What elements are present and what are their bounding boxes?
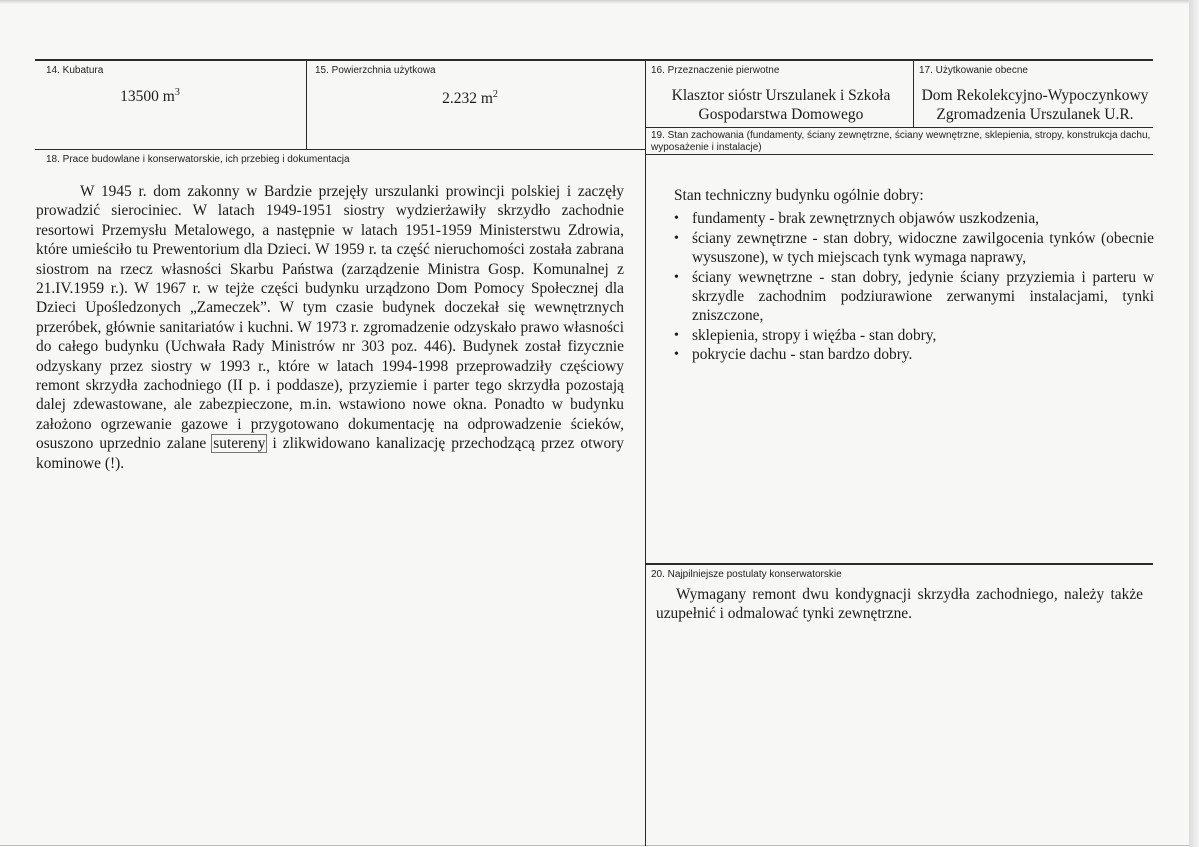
field-19-intro: Stan techniczny budynku ogólnie dobry: bbox=[674, 187, 924, 204]
page-top-edge bbox=[0, 0, 1199, 4]
top-rule bbox=[35, 59, 1153, 61]
field-14-label: 14. Kubatura bbox=[46, 65, 104, 76]
list-item: • fundamenty - brak zewnętrznych objawów uszkodzenia, bbox=[692, 209, 1154, 228]
field-15-exponent: 2 bbox=[492, 88, 498, 100]
field-16-label: 16. Przeznaczenie pierwotne bbox=[651, 65, 780, 76]
field-17-line2: Zgromadzenia Urszulanek U.R. bbox=[936, 106, 1134, 123]
rule-18-top bbox=[35, 149, 645, 150]
field-20-label: 20. Najpilniejsze postulaty konserwatorskie bbox=[651, 569, 842, 580]
list-item: • sklepienia, stropy i więźba - stan dobry, bbox=[692, 326, 1154, 345]
field-16-line1: Klasztor sióstr Urszulanek i Szkoła bbox=[671, 87, 891, 104]
field-18-text-end: i zlikwidowano kanalizację przechodzącą przez otwory kominowe (!). bbox=[36, 435, 624, 472]
rule-16-17-bottom bbox=[645, 127, 1153, 128]
field-14-value bbox=[60, 88, 240, 106]
field-15-label: 15. Powierzchnia użytkowa bbox=[315, 65, 436, 76]
field-16-line2: Gospodarstwa Domowego bbox=[698, 106, 864, 123]
field-17-value bbox=[914, 86, 1156, 124]
divider-14-15 bbox=[306, 60, 307, 149]
rule-19-label bbox=[645, 154, 1153, 155]
page-right-edge bbox=[1189, 0, 1199, 847]
field-15-value bbox=[380, 90, 560, 108]
field-14-number: 13500 m bbox=[120, 88, 175, 105]
rule-20-top bbox=[645, 563, 1153, 565]
list-item: • pokrycie dachu - stan bardzo dobry. bbox=[692, 345, 1154, 364]
field-18-label: 18. Prace budowlane i konserwatorskie, ich przebieg i dokumentacja bbox=[46, 154, 350, 165]
list-item: • ściany wewnętrzne - stan dobry, jedynie ściany przyziemia i parteru w skrzydle zachodnim podziurawione zerwanymi instalacjami, tynki zniszczone, bbox=[692, 268, 1154, 326]
field-17-line1: Dom Rekolekcyjno-Wypoczynkowy bbox=[921, 87, 1149, 104]
field-20-text: Wymagany remont dwu kondygnacji skrzydła zachodniego, należy także uzupełnić i odmalować tynki zewnętrzne. bbox=[656, 586, 1143, 623]
list-item: • ściany zewnętrzne - stan dobry, widoczne zawilgocenia tynków (obecnie wysuszone), w tych miejscach tynk wymaga naprawy, bbox=[692, 229, 1154, 268]
field-18-text bbox=[36, 182, 624, 473]
field-19-list bbox=[674, 209, 1154, 364]
field-15-number: 2.232 m bbox=[442, 90, 493, 107]
center-divider bbox=[645, 60, 646, 846]
field-18-highlight: sutereny bbox=[213, 435, 266, 453]
field-17-label: 17. Użytkowanie obecne bbox=[919, 65, 1028, 76]
field-14-exponent: 3 bbox=[174, 86, 180, 98]
field-19-label: 19. Stan zachowania (fundamenty, ściany zewnętrzne, ściany wewnętrzne, sklepienia, stropy, konstrukcja dachu, wyposażenie i instalacje) bbox=[651, 130, 1151, 153]
field-19-content bbox=[674, 186, 1154, 365]
field-18-text-main: W 1945 r. dom zakonny w Bardzie przejęły urszulanki prowincji polskiej i zaczęły prowadzić sierociniec. W latach 1949-1951 siostry wydzierżawiły skrzydło zachodnie resortowi Przemysłu Metalowego, a następnie w latach 1951-1959 Ministerstwu Zdrowia, które umieściło tu Prewentorium dla Dzieci. W 1959 r. ta część nieruchomości została zabrana siostrom na rzecz własności Skarbu Państwa (zarządzenie Ministra Gosp. Komunalnej z 21.IV.1959 r.). W 1967 r. w tejże części budynku urządzono Dom Pomocy Społecznej dla Dzieci Upośledzonych „Zameczek”. W tym czasie budynek doczekał się wewnętrznych przeróbek, głównie sanitariatów i kuchni. W 1973 r. zgromadzenie odzyskało prawo własności do całego budynku (Uchwała Rady Ministrów nr 303 poz. 446). Budynek został fizycznie odzyskany przez siostry w 1993 r., które w latach 1994-1998 przeprowadziły częściowy remont skrzydła zachodniego (II p. i poddasze), przyziemie i parter tego skrzydła pozostają dalej zdewastowane, ale zabezpieczone, m.in. wstawiono nowe okna. Ponadto w budynku założono ogrzewanie gazowe i przygotowano dokumentację na odprowadzenie ścieków, osuszono uprzednio zalane bbox=[36, 183, 624, 453]
field-16-value bbox=[650, 86, 912, 124]
